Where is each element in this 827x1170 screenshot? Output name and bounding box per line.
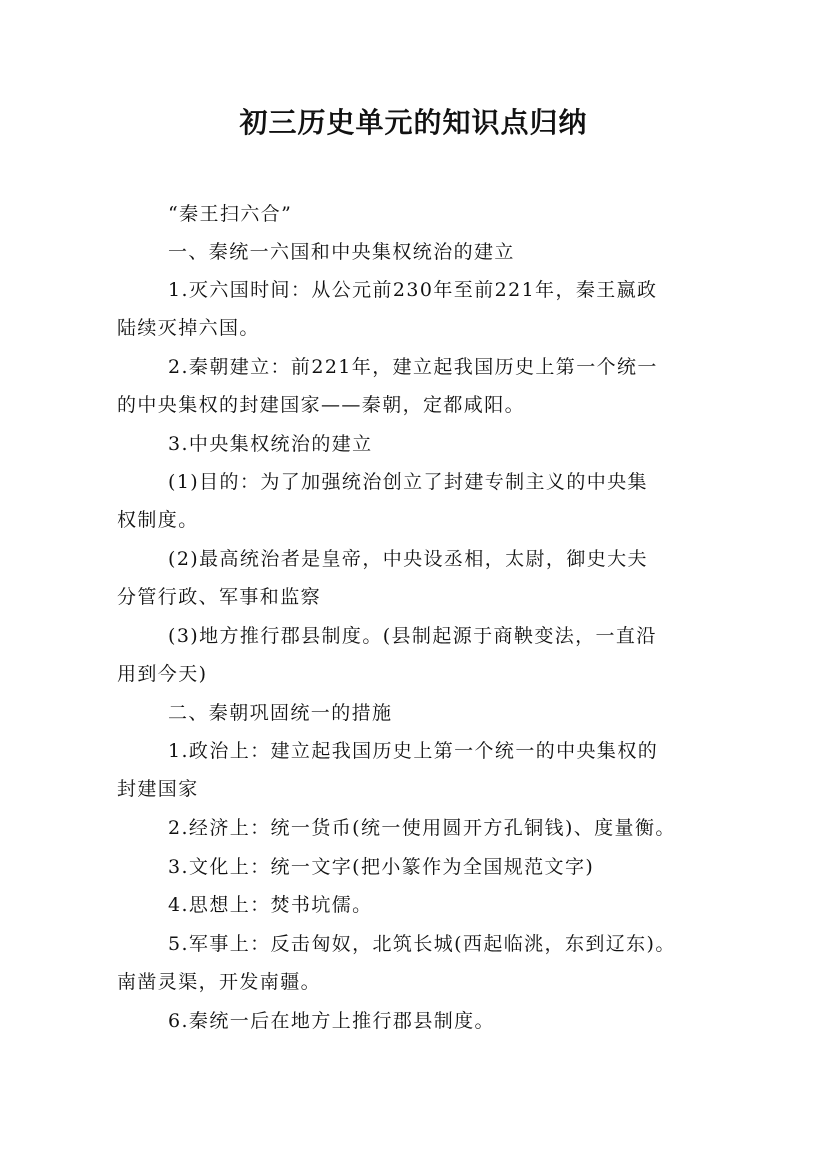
paragraph-line: 1.灭六国时间：从公元前230年至前221年，秦王嬴政 [168, 279, 658, 301]
paragraph-line: 南凿灵渠，开发南疆。 [117, 971, 322, 993]
paragraph-line: 的中央集权的封建国家——秦朝，定都咸阳。 [117, 394, 526, 416]
paragraph-line: 5.军事上：反击匈奴，北筑长城(西起临洮，东到辽东)。 [168, 933, 676, 955]
subsection-heading: 3.中央集权统治的建立 [168, 433, 373, 455]
paragraph-line: (3)地方推行郡县制度。(县制起源于商鞅变法，一直沿 [168, 625, 657, 647]
document-title: 初三历史单元的知识点归纳 [239, 106, 588, 139]
paragraph-line: (1)目的：为了加强统治创立了封建专制主义的中央集 [168, 471, 648, 493]
paragraph-line: 用到今天) [117, 663, 208, 685]
section-heading-qin-sweeps: “秦王扫六合” [168, 203, 293, 225]
paragraph-line: 封建国家 [117, 778, 199, 800]
paragraph-line: 1.政治上：建立起我国历史上第一个统一的中央集权的 [168, 740, 659, 762]
paragraph-line: 2.秦朝建立：前221年，建立起我国历史上第一个统一 [168, 356, 658, 378]
paragraph-line: 2.经济上：统一货币(统一使用圆开方孔铜钱)、度量衡。 [168, 817, 676, 839]
paragraph-line: 权制度。 [117, 509, 199, 531]
paragraph-line: 分管行政、军事和监察 [117, 586, 322, 608]
paragraph-line: 4.思想上：焚书坑儒。 [168, 894, 373, 916]
paragraph-line: 6.秦统一后在地方上推行郡县制度。 [168, 1010, 495, 1032]
paragraph-line: 陆续灭掉六国。 [117, 317, 260, 339]
paragraph-line: 3.文化上：统一文字(把小篆作为全国规范文字) [168, 856, 595, 878]
paragraph-line: (2)最高统治者是皇帝，中央设丞相，太尉，御史大夫 [168, 548, 648, 570]
section-heading-unification: 一、秦统一六国和中央集权统治的建立 [168, 241, 515, 263]
section-heading-consolidation: 二、秦朝巩固统一的措施 [168, 702, 393, 724]
